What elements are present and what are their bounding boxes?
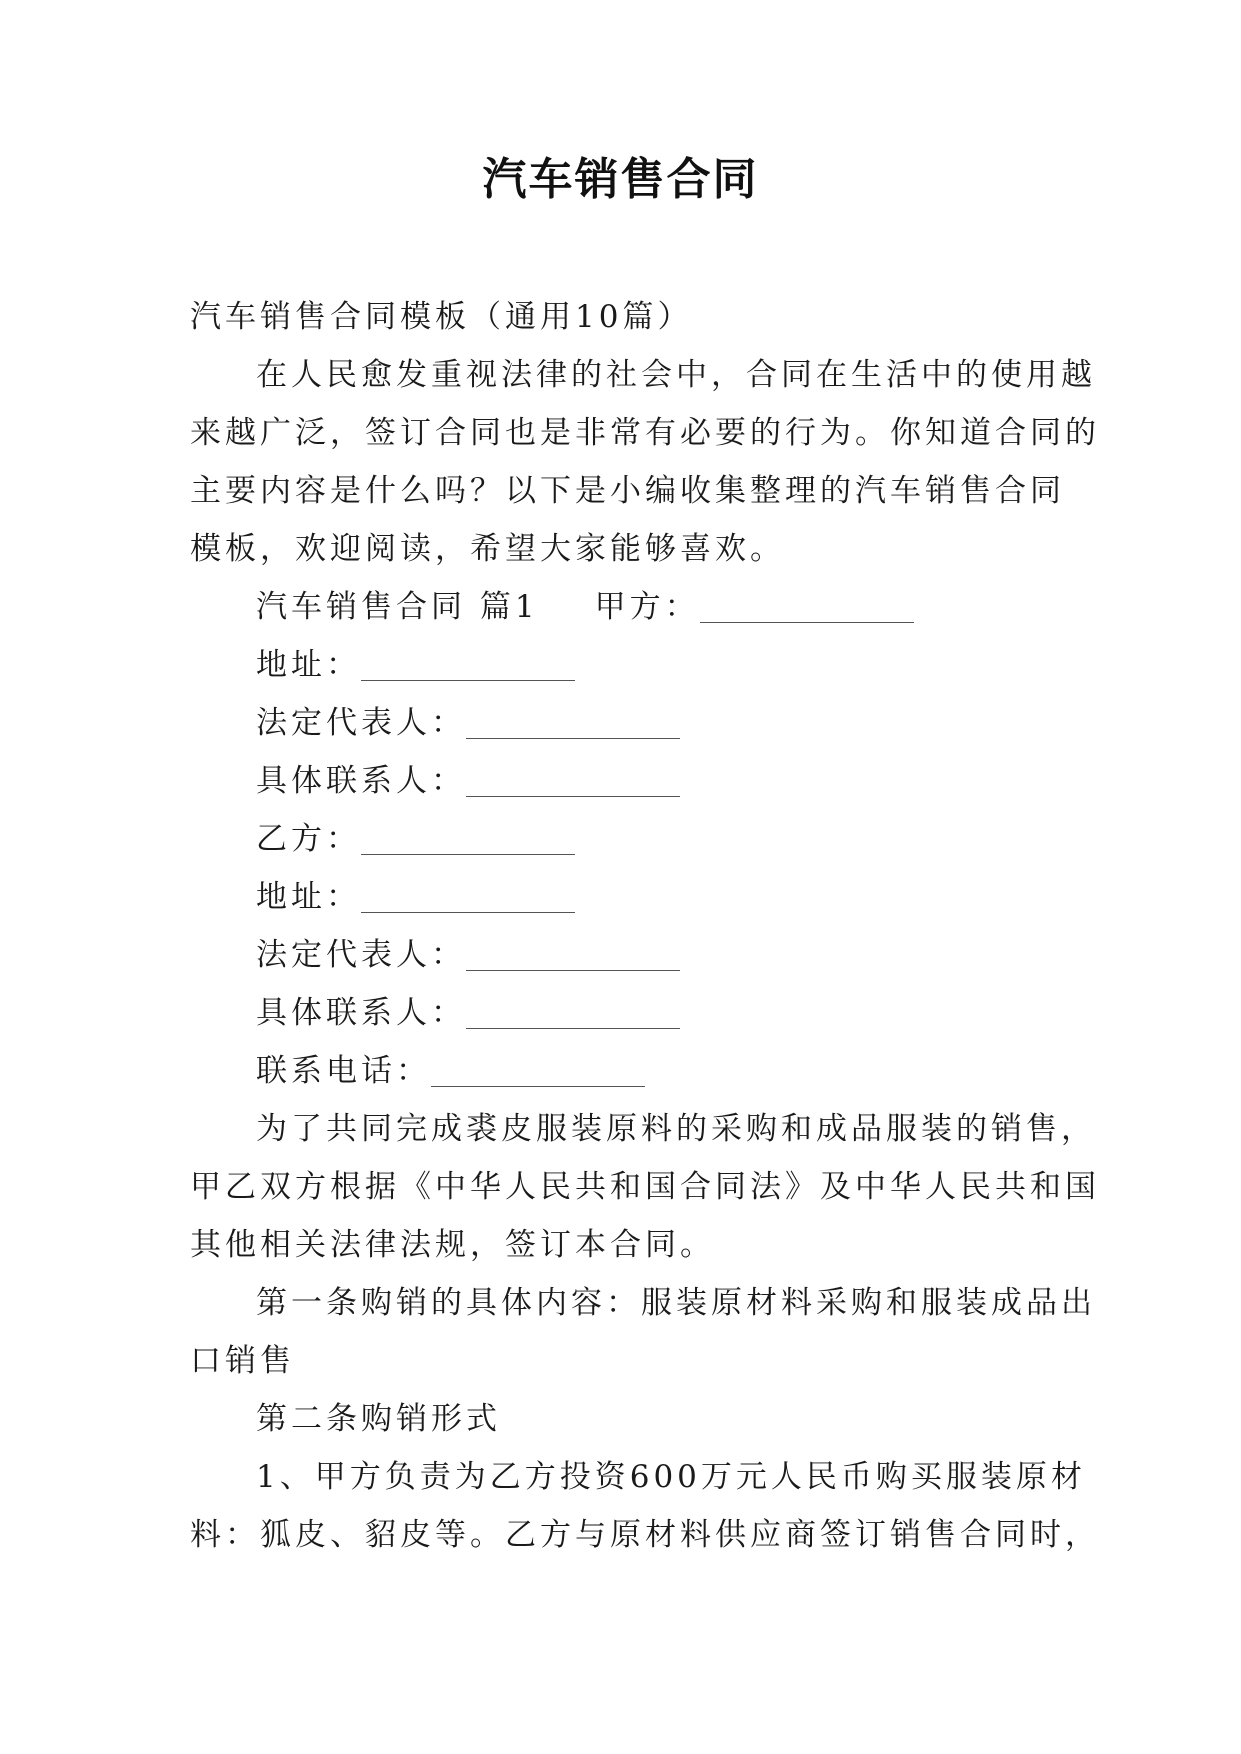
document-subtitle: 汽车销售合同模板（通用10篇）	[190, 299, 693, 335]
legal-rep-a-label: 法定代表人：	[256, 705, 466, 741]
purpose-line: 为了共同完成裘皮服装原料的采购和成品服装的销售，	[256, 1111, 1096, 1147]
legal-rep-a-blank[interactable]	[466, 708, 680, 739]
intro-line: 主要内容是什么吗？以下是小编收集整理的汽车销售合同	[190, 473, 1065, 509]
intro-line: 来越广泛，签订合同也是非常有必要的行为。你知道合同的	[190, 415, 1100, 451]
party-b-blank[interactable]	[361, 824, 575, 855]
contact-b-label: 具体联系人：	[256, 995, 466, 1031]
field-line	[190, 868, 1050, 926]
section-heading-line	[190, 578, 1050, 636]
party-a-blank[interactable]	[700, 592, 914, 623]
field-line	[190, 984, 1050, 1042]
legal-rep-b-blank[interactable]	[466, 940, 680, 971]
section-heading: 汽车销售合同 篇1	[256, 589, 539, 625]
address-b-blank[interactable]	[361, 882, 575, 913]
article-2-heading: 第二条购销形式	[256, 1401, 501, 1437]
address-a-blank[interactable]	[361, 650, 575, 681]
contact-a-blank[interactable]	[466, 766, 680, 797]
article-1-line: 第一条购销的具体内容：服装原材料采购和服装成品出	[256, 1285, 1096, 1321]
field-line	[190, 810, 1050, 868]
field-line	[190, 694, 1050, 752]
party-a-label: 甲方：	[594, 589, 700, 625]
article-1-line: 口销售	[190, 1343, 295, 1379]
field-line	[190, 926, 1050, 984]
contact-a-label: 具体联系人：	[256, 763, 466, 799]
address-a-label: 地址：	[256, 647, 361, 683]
intro-line: 在人民愈发重视法律的社会中，合同在生活中的使用越	[256, 357, 1096, 393]
clause-1-line: 1、甲方负责为乙方投资600万元人民币购买服装原材	[256, 1459, 1086, 1495]
address-b-label: 地址：	[256, 879, 361, 915]
field-line	[190, 636, 1050, 694]
contact-b-blank[interactable]	[466, 998, 680, 1029]
purpose-line: 甲乙双方根据《中华人民共和国合同法》及中华人民共和国	[190, 1169, 1100, 1205]
purpose-line: 其他相关法律法规，签订本合同。	[190, 1227, 715, 1263]
phone-label: 联系电话：	[256, 1053, 431, 1089]
party-b-label: 乙方：	[256, 821, 361, 857]
field-line	[190, 752, 1050, 810]
phone-blank[interactable]	[431, 1056, 645, 1087]
field-line	[190, 1042, 1050, 1100]
intro-line: 模板，欢迎阅读，希望大家能够喜欢。	[190, 531, 785, 567]
document-title: 汽车销售合同	[482, 154, 759, 205]
document-body	[190, 288, 1100, 1564]
legal-rep-b-label: 法定代表人：	[256, 937, 466, 973]
clause-1-line: 料：狐皮、貂皮等。乙方与原材料供应商签订销售合同时，	[190, 1517, 1100, 1553]
